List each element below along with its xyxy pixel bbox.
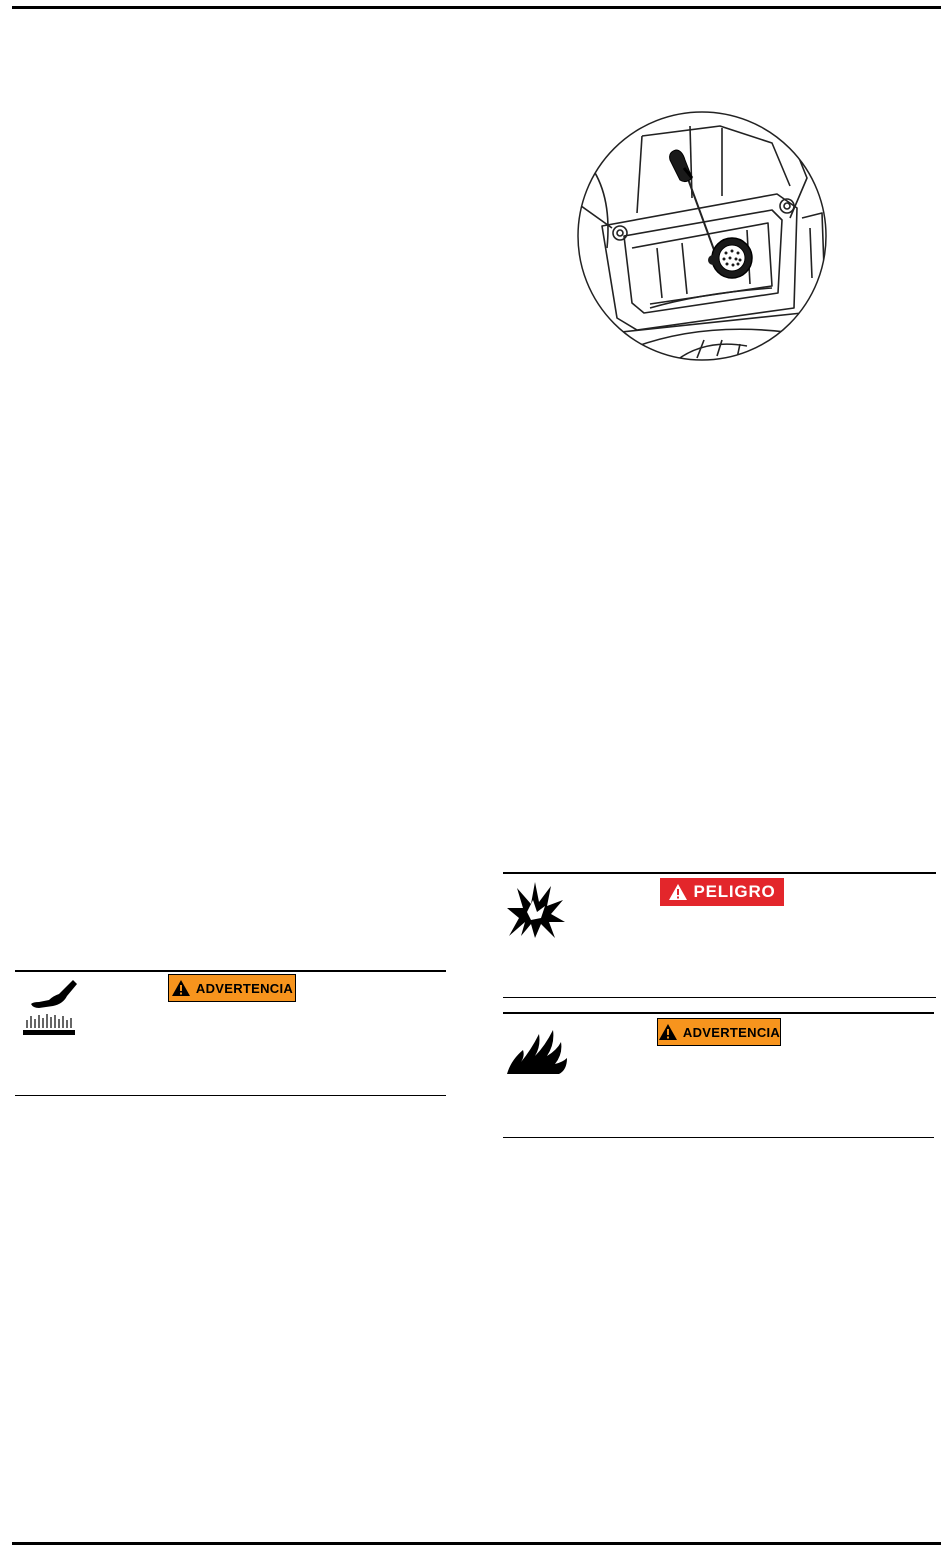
warning-signal-word — [168, 974, 296, 1002]
hot-surface-warning — [15, 970, 446, 1096]
fire-icon — [505, 1020, 571, 1076]
alert-triangle-icon — [658, 1023, 678, 1041]
warning-signal-word-text: ADVERTENCIA — [682, 1024, 781, 1040]
header-rule — [12, 6, 941, 9]
footer-rule — [12, 1542, 941, 1545]
danger-signal-word-text: PELIGRO — [693, 882, 776, 901]
warning-signal-word — [657, 1018, 781, 1046]
fire-warning — [503, 1012, 934, 1138]
alert-triangle-icon — [668, 883, 688, 901]
explosion-danger — [503, 872, 936, 998]
warning-signal-word-text: ADVERTENCIA — [195, 980, 294, 996]
alert-triangle-icon — [171, 979, 191, 997]
explosion-icon — [505, 878, 567, 940]
screwdriver-spark-arrestor-figure — [572, 108, 832, 364]
hot-surface-icon — [19, 976, 83, 1040]
danger-signal-word — [660, 878, 784, 906]
